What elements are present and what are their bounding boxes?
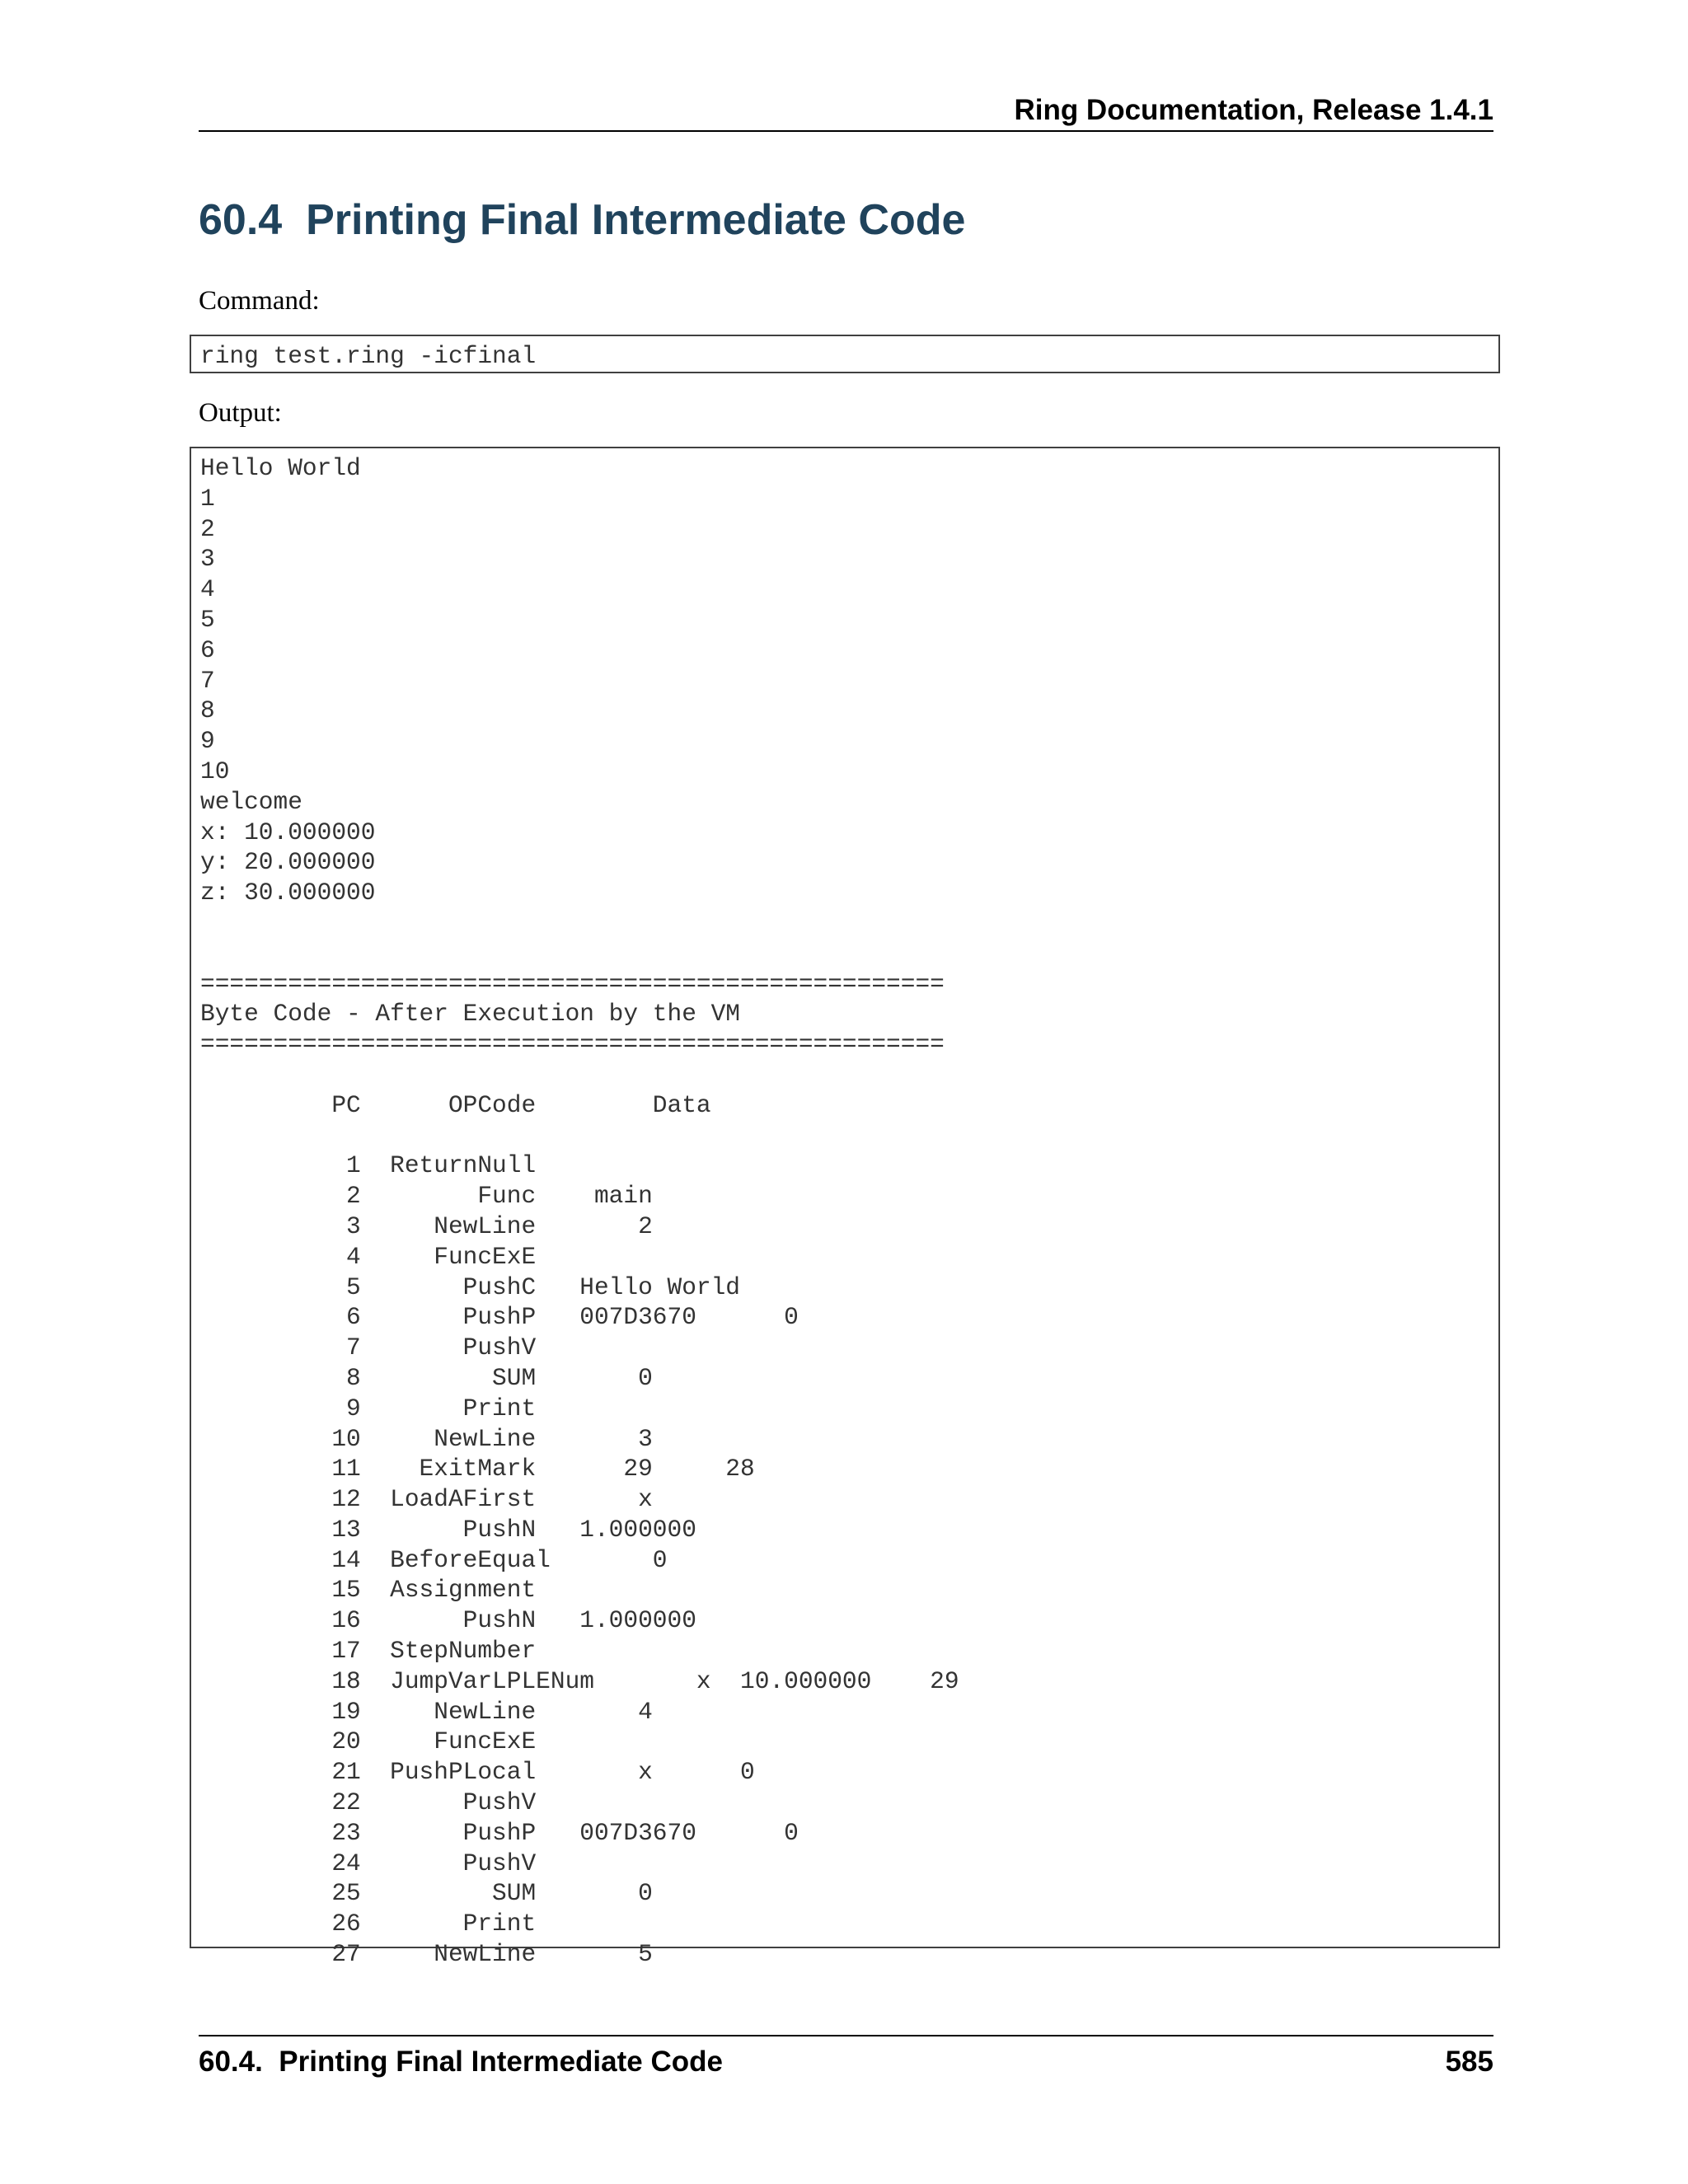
output-code-block xyxy=(190,447,1500,1969)
page-number: 585 xyxy=(1445,2046,1493,2078)
footer-divider xyxy=(199,2035,1493,2036)
command-code-block xyxy=(190,335,1500,373)
command-code: ring test.ring -icfinal xyxy=(200,342,537,370)
header-divider xyxy=(199,130,1493,132)
output-label: Output: xyxy=(199,398,282,428)
section-title: 60.4 Printing Final Intermediate Code xyxy=(199,196,966,244)
footer-section-title: 60.4. Printing Final Intermediate Code xyxy=(199,2046,723,2078)
output-code: Hello World 1 2 3 4 5 6 7 8 9 10 welcome x: 10.000000 y: 20.000000 z: 30.000000 =================================================== Byte Code - After Execution by the VM =================================================== PC OPCode Data 1 ReturnNull 2 Func main 3 NewLine 2 4 FuncExE 5 PushC Hello World 6 PushP 007D3670 0 7 PushV 8 SUM 0 9 Print 10 NewLine 3 11 ExitMark 29 28 12 LoadAFirst x 13 PushN 1.000000 14 BeforeEqual 0 15 Assignment 16 PushN 1.000000 17 StepNumber 18 JumpVarLPLENum x 10.000000 29 19 NewLine 4 20 FuncExE 21 PushPLocal x 0 22 PushV 23 PushP 007D3670 0 24 PushV 25 SUM 0 26 Print 27 NewLine 5 xyxy=(200,454,959,1969)
running-header: Ring Documentation, Release 1.4.1 xyxy=(1014,94,1493,126)
command-label: Command: xyxy=(199,286,320,316)
